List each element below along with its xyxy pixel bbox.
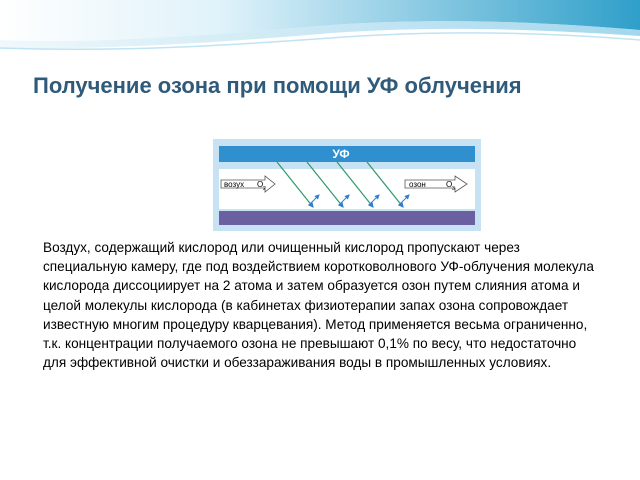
inlet-formula: O bbox=[257, 180, 264, 189]
uv-label: УФ bbox=[332, 147, 350, 161]
body-paragraph: Воздух, содержащий кислород или очищенный кислород пропускают через специальную камеру, где под воздействием коротковолнового УФ-облучения молекула кислорода диссоциирует на 2 атома и затем образуется озон путем слияния атома и целой молекулы кислорода (в кабинетах физиотерапии запах озона сопровождает известную многим процедуру кварцевания). Метод применяется весьма ограниченно, т.к. концентрации получаемого озона не превышают 0,1% по весу, что недостаточно для эффективной очистки и обеззараживания воды в промышленных условиях. bbox=[43, 240, 594, 371]
outlet-label: озон bbox=[409, 180, 426, 189]
inlet-label: возух bbox=[224, 180, 245, 189]
header-wave-band bbox=[0, 0, 640, 60]
diagram-graphic bbox=[213, 139, 481, 231]
ozone-generator-diagram bbox=[213, 139, 481, 231]
slide-title: Получение озона при помощи УФ облучения bbox=[33, 73, 522, 98]
outlet-formula: O bbox=[446, 180, 453, 189]
bottom-plate bbox=[219, 211, 475, 225]
outlet-subscript: 3 bbox=[452, 186, 455, 192]
inlet-subscript: 2 bbox=[263, 186, 266, 192]
